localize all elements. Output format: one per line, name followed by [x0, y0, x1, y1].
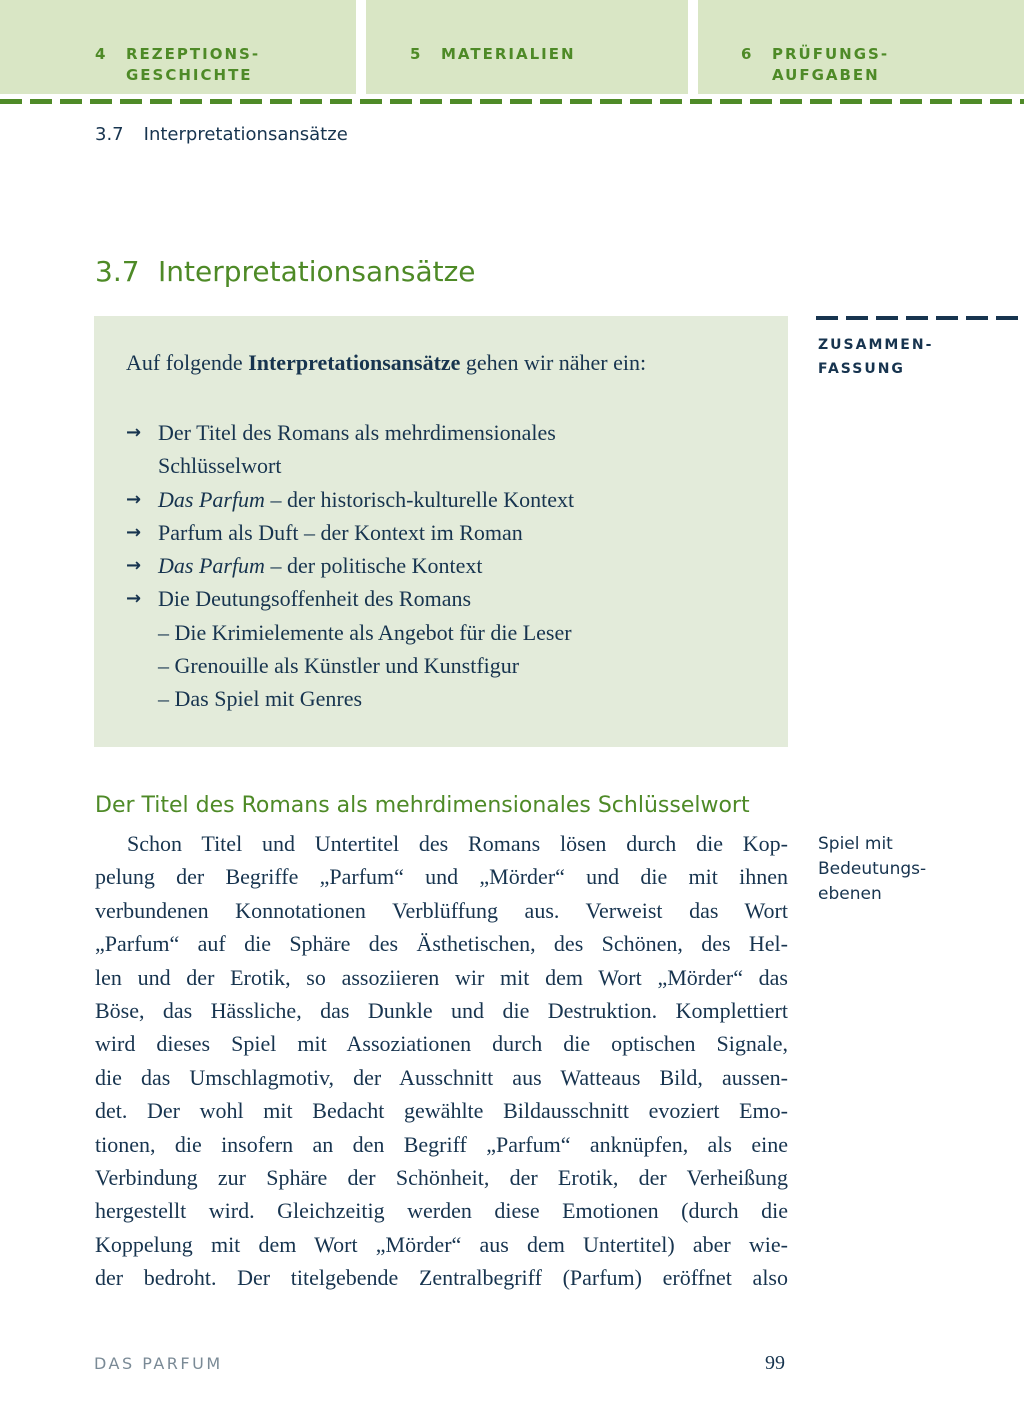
- body-line: pelung der Begriffe „Parfum“ und „Mörder“ und die mit ihnen: [95, 864, 788, 890]
- section-title: [95, 255, 476, 288]
- running-head-number: 3.7: [95, 124, 124, 145]
- body-line: die das Umschlagmotiv, der Ausschnitt aus Watteaus Bild, aussen-: [95, 1064, 788, 1090]
- page-number: 99: [765, 1352, 785, 1374]
- summary-box: [94, 316, 788, 747]
- list-item-italic: Das Parfum: [158, 486, 265, 512]
- body-line: der bedroht. Der titelgebende Zentralbegriff (Parfum) eröffnet also: [95, 1265, 788, 1291]
- body-line: Böse, das Hässliche, das Dunkle und die Destruktion. Komplettiert: [95, 998, 788, 1024]
- subsection-heading: Der Titel des Romans als mehrdimensionales Schlüsselwort: [95, 793, 750, 818]
- running-head: [95, 124, 348, 145]
- list-item-italic: Das Parfum: [158, 553, 265, 579]
- intro-text: gehen wir näher ein:: [460, 350, 647, 375]
- tab-rezeptionsgeschichte[interactable]: [0, 0, 356, 94]
- summary-intro: [126, 350, 646, 376]
- body-line: verbundenen Konnotationen Verblüffung aus. Verweist das Wort: [95, 897, 788, 923]
- header-divider: [0, 99, 1024, 104]
- body-line: Schon Titel und Untertitel des Romans lösen durch die Kop-: [127, 831, 788, 856]
- side-divider: [816, 316, 1024, 320]
- arrow-right-icon: →: [126, 588, 142, 610]
- tab-label: REZEPTIONS- GESCHICHTE: [126, 45, 261, 84]
- list-item-text: Schlüsselwort: [158, 453, 282, 479]
- list-subitem: – Grenouille als Künstler und Kunstfigur: [158, 653, 520, 679]
- body-line: Verbindung zur Sphäre der Schönheit, der Erotik, der Verheißung: [95, 1165, 788, 1191]
- list-item-text: – der politische Kontext: [264, 553, 483, 579]
- tab-number: 5: [410, 45, 423, 63]
- chapter-tabs: [0, 0, 1024, 96]
- list-item-continuation: [126, 449, 574, 482]
- intro-text: Auf folgende: [126, 350, 249, 375]
- tab-label: PRÜFUNGS- AUFGABEN: [772, 45, 890, 84]
- section-number: 3.7: [95, 255, 140, 288]
- tab-pruefungsaufgaben[interactable]: [698, 0, 1024, 94]
- body-line: len und der Erotik, so assoziieren wir mit dem Wort „Mörder“ das: [95, 964, 788, 990]
- arrow-right-icon: →: [126, 488, 142, 510]
- list-item: [126, 582, 574, 615]
- tab-number: 6: [741, 45, 754, 63]
- arrow-right-icon: →: [126, 422, 142, 443]
- intro-bold: Interpretationsansätze: [248, 350, 461, 375]
- body-line: „Parfum“ auf die Sphäre des Ästhetischen, des Schönen, des Hel-: [95, 931, 788, 957]
- list-subitem: – Das Spiel mit Genres: [158, 686, 363, 712]
- list-item: [126, 516, 574, 549]
- tab-materialien[interactable]: [366, 0, 688, 94]
- arrow-right-icon: →: [126, 521, 142, 543]
- list-item: [126, 416, 574, 449]
- footer-book-title: DAS PARFUM: [94, 1354, 223, 1373]
- list-subitem: – Die Krimielemente als Angebot für die Leser: [158, 619, 572, 645]
- body-line: wird dieses Spiel mit Assoziationen durch die optischen Signale,: [95, 1031, 788, 1057]
- list-item-text: – der historisch-kulturelle Kontext: [264, 486, 575, 512]
- list-item-text: Der Titel des Romans als mehrdimensionales: [158, 420, 556, 445]
- list-item-text: Die Deutungsoffenheit des Romans: [158, 586, 472, 612]
- section-title-text: Interpretationsansätze: [158, 255, 476, 288]
- tab-number: 4: [95, 45, 108, 63]
- list-item: [126, 549, 574, 582]
- body-line: det. Der wohl mit Bedacht gewählte Bildausschnitt evoziert Emo-: [95, 1098, 788, 1124]
- body-line: Koppelung mit dem Wort „Mörder“ aus dem Untertitel) aber wie-: [95, 1231, 788, 1257]
- list-item-text: Parfum als Duft – der Kontext im Roman: [158, 519, 523, 545]
- summary-list: [126, 416, 574, 716]
- body-paragraph: [95, 827, 788, 1295]
- body-line: hergestellt wird. Gleichzeitig werden diese Emotionen (durch die: [95, 1198, 788, 1224]
- summary-side-label: ZUSAMMEN- FASSUNG: [818, 337, 934, 377]
- body-line: tionen, die insofern an den Begriff „Parfum“ anknüpfen, als eine: [95, 1131, 788, 1157]
- list-item: [126, 483, 574, 516]
- running-head-title: Interpretationsansätze: [143, 124, 348, 145]
- margin-note: Spiel mit Bedeutungs- ebenen: [818, 834, 927, 904]
- arrow-right-icon: →: [126, 555, 142, 577]
- tab-label: MATERIALIEN: [441, 45, 576, 63]
